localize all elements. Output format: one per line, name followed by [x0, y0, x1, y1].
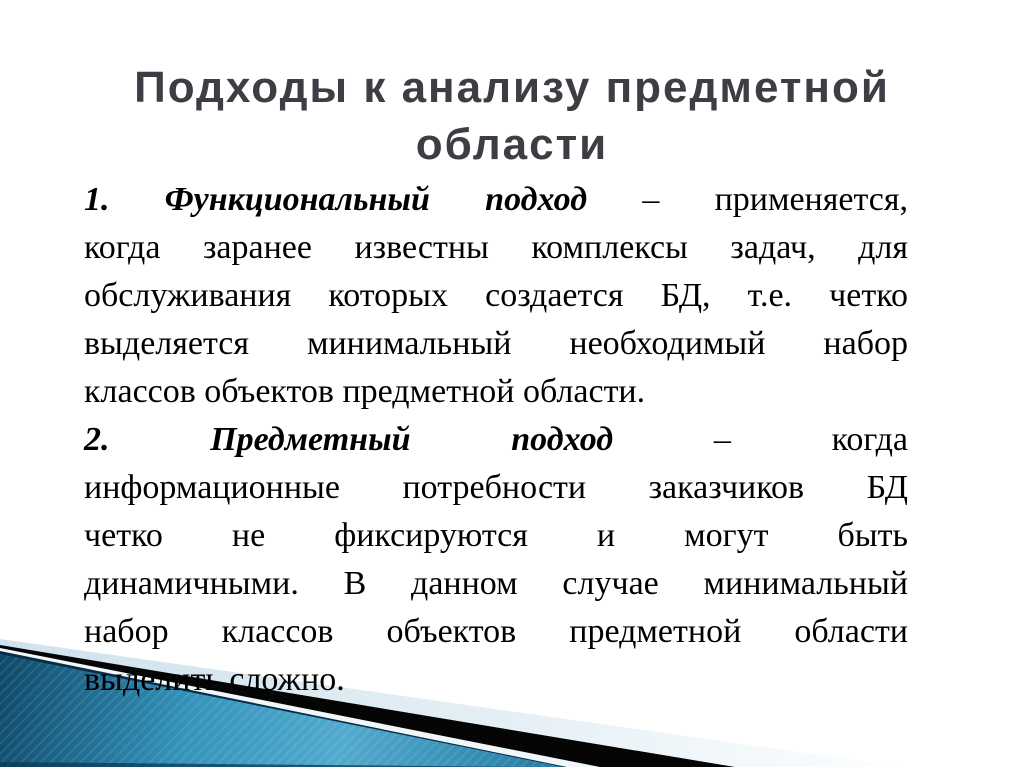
- body-line: [84, 512, 908, 560]
- body-line: [84, 416, 908, 464]
- line-text: обслуживания которых создается БД, т.е. четко: [84, 277, 908, 314]
- body-text: [84, 176, 908, 704]
- body-line: [84, 464, 908, 512]
- line-text: динамичными. В данном случае минимальный: [84, 565, 908, 602]
- title-line: области: [415, 120, 609, 170]
- body-line: [84, 272, 908, 320]
- line-text: набор классов объектов предметной области: [84, 613, 908, 650]
- line-text: когда заранее известны комплексы задач, для: [84, 229, 908, 266]
- title-line: Подходы к анализу предметной: [134, 63, 890, 113]
- line-text: – когда: [713, 421, 909, 458]
- body-line: [84, 608, 908, 656]
- paragraph-lead: 2. Предметный подход: [84, 421, 614, 458]
- line-text: классов объектов предметной области.: [84, 373, 646, 410]
- body-line: [84, 176, 908, 224]
- line-text: – применяется,: [642, 181, 908, 218]
- body-line: [84, 224, 908, 272]
- line-text: выделяется минимальный необходимый набор: [84, 325, 908, 362]
- body-line: [84, 368, 908, 416]
- body-line: [84, 320, 908, 368]
- slide-title: [0, 59, 1024, 173]
- body-line: [84, 656, 908, 704]
- paragraph-lead: 1. Функциональный подход: [84, 181, 588, 218]
- body-line: [84, 560, 908, 608]
- line-text: информационные потребности заказчиков БД: [84, 469, 908, 506]
- line-text: четко не фиксируются и могут быть: [84, 517, 908, 554]
- line-text: выделить сложно.: [84, 661, 345, 698]
